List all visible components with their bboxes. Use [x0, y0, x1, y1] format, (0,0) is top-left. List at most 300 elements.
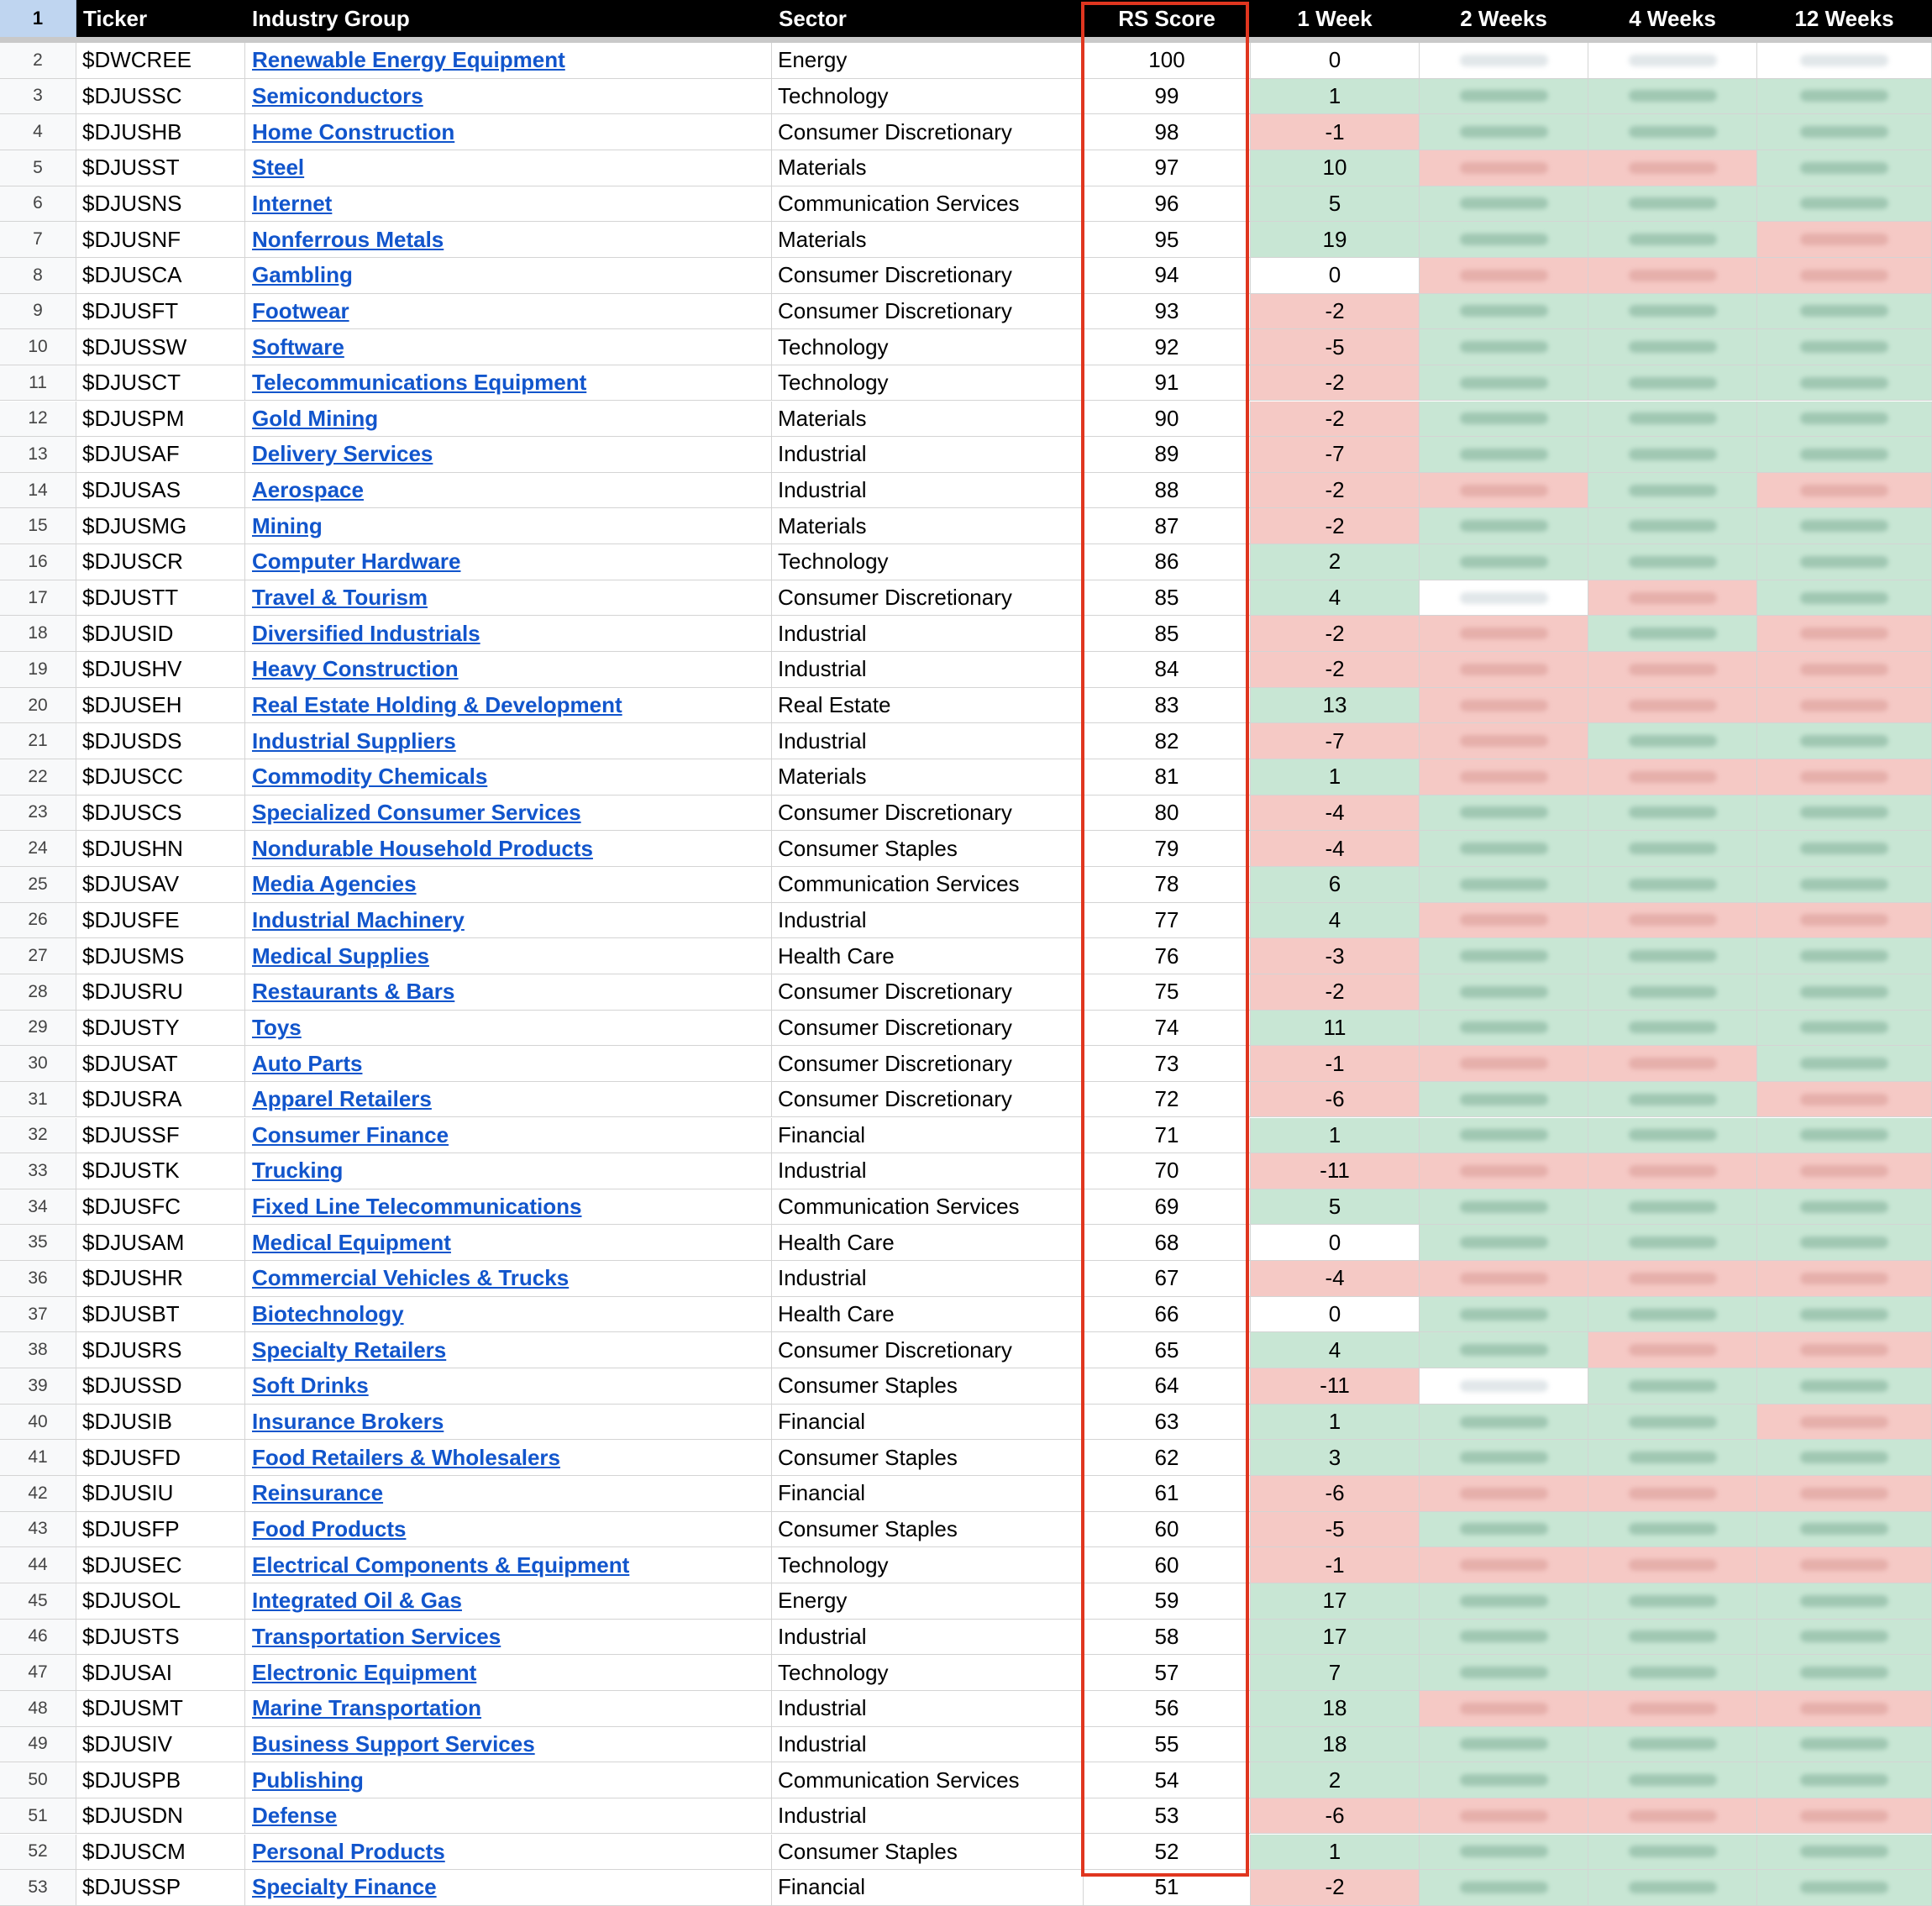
week1-cell[interactable]: 1	[1251, 759, 1420, 795]
industry-group-link[interactable]: Aerospace	[252, 477, 364, 503]
week4-cell[interactable]	[1588, 437, 1757, 473]
industry-group-cell[interactable]	[245, 1082, 772, 1118]
week12-cell[interactable]	[1757, 1046, 1932, 1082]
week1-cell[interactable]: -6	[1251, 1798, 1420, 1835]
week2-cell[interactable]	[1420, 1082, 1588, 1118]
industry-group-cell[interactable]	[245, 473, 772, 509]
row-number[interactable]: 11	[0, 365, 76, 402]
week12-cell[interactable]	[1757, 1620, 1932, 1656]
week4-cell[interactable]	[1588, 938, 1757, 974]
week12-cell[interactable]	[1757, 723, 1932, 759]
week12-cell[interactable]	[1757, 1153, 1932, 1189]
week4-cell[interactable]	[1588, 1655, 1757, 1691]
row-number[interactable]: 32	[0, 1118, 76, 1154]
week12-cell[interactable]	[1757, 402, 1932, 438]
rs-score-cell[interactable]: 85	[1084, 580, 1251, 617]
week2-cell[interactable]	[1420, 1153, 1588, 1189]
row-number[interactable]: 4	[0, 114, 76, 150]
row-number[interactable]: 46	[0, 1620, 76, 1656]
week2-cell[interactable]	[1420, 1691, 1588, 1727]
week2-cell[interactable]	[1420, 402, 1588, 438]
industry-group-cell[interactable]	[245, 79, 772, 115]
week2-cell[interactable]	[1420, 1118, 1588, 1154]
week2-cell[interactable]	[1420, 150, 1588, 186]
week2-cell[interactable]	[1420, 365, 1588, 402]
industry-group-cell[interactable]	[245, 437, 772, 473]
sector-cell[interactable]: Technology	[772, 79, 1084, 115]
industry-group-link[interactable]: Trucking	[252, 1158, 344, 1184]
rs-score-cell[interactable]: 58	[1084, 1620, 1251, 1656]
week1-cell[interactable]: 0	[1251, 43, 1420, 79]
sector-cell[interactable]: Consumer Discretionary	[772, 580, 1084, 617]
week2-cell[interactable]	[1420, 1368, 1588, 1405]
row-number[interactable]: 8	[0, 258, 76, 294]
industry-group-link[interactable]: Internet	[252, 190, 333, 216]
week4-cell[interactable]	[1588, 365, 1757, 402]
row-number[interactable]: 50	[0, 1762, 76, 1798]
industry-group-link[interactable]: Publishing	[252, 1767, 364, 1793]
ticker-cell[interactable]: $DJUSBT	[76, 1297, 245, 1333]
ticker-cell[interactable]: $DJUSHB	[76, 114, 245, 150]
ticker-cell[interactable]: $DJUSSF	[76, 1118, 245, 1154]
row-number[interactable]: 42	[0, 1476, 76, 1512]
week12-cell[interactable]	[1757, 79, 1932, 115]
week4-cell[interactable]	[1588, 186, 1757, 223]
sector-cell[interactable]: Consumer Discretionary	[772, 1011, 1084, 1047]
week12-cell[interactable]	[1757, 580, 1932, 617]
week4-cell[interactable]	[1588, 1082, 1757, 1118]
ticker-cell[interactable]: $DJUSAF	[76, 437, 245, 473]
ticker-cell[interactable]: $DJUSRS	[76, 1332, 245, 1368]
sector-cell[interactable]: Financial	[772, 1118, 1084, 1154]
ticker-cell[interactable]: $DJUSTT	[76, 580, 245, 617]
week12-cell[interactable]	[1757, 688, 1932, 724]
industry-group-cell[interactable]	[245, 1476, 772, 1512]
week2-cell[interactable]	[1420, 1727, 1588, 1763]
row-number[interactable]: 14	[0, 473, 76, 509]
ticker-cell[interactable]: $DJUSFC	[76, 1189, 245, 1226]
rs-score-cell[interactable]: 80	[1084, 795, 1251, 832]
week1-cell[interactable]: -11	[1251, 1153, 1420, 1189]
week1-cell[interactable]: 1	[1251, 1405, 1420, 1441]
week2-header[interactable]: 2 Weeks	[1420, 0, 1588, 37]
week2-cell[interactable]	[1420, 1762, 1588, 1798]
week2-cell[interactable]	[1420, 652, 1588, 688]
sector-cell[interactable]: Materials	[772, 759, 1084, 795]
ticker-cell[interactable]: $DJUSCT	[76, 365, 245, 402]
sector-cell[interactable]: Materials	[772, 150, 1084, 186]
week1-cell[interactable]: 2	[1251, 1762, 1420, 1798]
industry-group-link[interactable]: Medical Equipment	[252, 1229, 451, 1255]
row-number[interactable]: 5	[0, 150, 76, 186]
row-number[interactable]: 36	[0, 1261, 76, 1297]
industry-group-cell[interactable]	[245, 365, 772, 402]
week4-cell[interactable]	[1588, 1870, 1757, 1906]
sector-cell[interactable]: Communication Services	[772, 867, 1084, 903]
industry-group-cell[interactable]	[245, 294, 772, 330]
ticker-cell[interactable]: $DJUSID	[76, 616, 245, 652]
rs-score-cell[interactable]: 61	[1084, 1476, 1251, 1512]
sector-cell[interactable]: Financial	[772, 1870, 1084, 1906]
week4-cell[interactable]	[1588, 1011, 1757, 1047]
week12-cell[interactable]	[1757, 43, 1932, 79]
sector-cell[interactable]: Financial	[772, 1405, 1084, 1441]
week12-cell[interactable]	[1757, 114, 1932, 150]
row-number[interactable]: 25	[0, 867, 76, 903]
industry-group-link[interactable]: Semiconductors	[252, 82, 423, 108]
week12-cell[interactable]	[1757, 1476, 1932, 1512]
row-number[interactable]: 51	[0, 1798, 76, 1835]
sector-cell[interactable]: Technology	[772, 329, 1084, 365]
week4-cell[interactable]	[1588, 258, 1757, 294]
rs-score-cell[interactable]: 77	[1084, 903, 1251, 939]
week4-cell[interactable]	[1588, 1835, 1757, 1871]
rs-score-cell[interactable]: 69	[1084, 1189, 1251, 1226]
ticker-cell[interactable]: $DJUSFD	[76, 1440, 245, 1476]
rs-score-cell[interactable]: 70	[1084, 1153, 1251, 1189]
rs-score-cell[interactable]: 52	[1084, 1835, 1251, 1871]
rs-score-cell[interactable]: 60	[1084, 1547, 1251, 1583]
week4-cell[interactable]	[1588, 867, 1757, 903]
week2-cell[interactable]	[1420, 867, 1588, 903]
week4-cell[interactable]	[1588, 1583, 1757, 1620]
week12-cell[interactable]	[1757, 1655, 1932, 1691]
week12-cell[interactable]	[1757, 1512, 1932, 1548]
week12-cell[interactable]	[1757, 795, 1932, 832]
week12-cell[interactable]	[1757, 1798, 1932, 1835]
sector-cell[interactable]: Consumer Discretionary	[772, 294, 1084, 330]
row-number[interactable]: 40	[0, 1405, 76, 1441]
sector-cell[interactable]: Industrial	[772, 1691, 1084, 1727]
sector-cell[interactable]: Energy	[772, 1583, 1084, 1620]
ticker-cell[interactable]: $DJUSIV	[76, 1727, 245, 1763]
week2-cell[interactable]	[1420, 688, 1588, 724]
industry-group-cell[interactable]	[245, 1547, 772, 1583]
rs-score-cell[interactable]: 90	[1084, 402, 1251, 438]
rs-score-cell[interactable]: 73	[1084, 1046, 1251, 1082]
week1-cell[interactable]: 6	[1251, 867, 1420, 903]
sector-cell[interactable]: Technology	[772, 365, 1084, 402]
industry-group-link[interactable]: Fixed Line Telecommunications	[252, 1194, 582, 1220]
industry-group-cell[interactable]	[245, 1368, 772, 1405]
ticker-cell[interactable]: $DJUSPB	[76, 1762, 245, 1798]
industry-group-link[interactable]: Electronic Equipment	[252, 1659, 477, 1685]
industry-group-link[interactable]: Software	[252, 333, 344, 360]
sector-cell[interactable]: Industrial	[772, 1798, 1084, 1835]
row-number[interactable]: 3	[0, 79, 76, 115]
week2-cell[interactable]	[1420, 759, 1588, 795]
week4-cell[interactable]	[1588, 150, 1757, 186]
week1-cell[interactable]: -2	[1251, 508, 1420, 544]
rs-score-cell[interactable]: 92	[1084, 329, 1251, 365]
week1-cell[interactable]: 17	[1251, 1620, 1420, 1656]
industry-group-link[interactable]: Transportation Services	[252, 1623, 501, 1649]
week4-cell[interactable]	[1588, 329, 1757, 365]
week2-cell[interactable]	[1420, 831, 1588, 867]
week2-cell[interactable]	[1420, 1297, 1588, 1333]
week12-cell[interactable]	[1757, 329, 1932, 365]
industry-group-link[interactable]: Media Agencies	[252, 871, 417, 897]
row-number-header[interactable]: 1	[0, 0, 76, 37]
industry-group-link[interactable]: Computer Hardware	[252, 549, 461, 575]
rs-score-cell[interactable]: 75	[1084, 974, 1251, 1011]
industry-group-link[interactable]: Insurance Brokers	[252, 1409, 444, 1434]
week4-cell[interactable]	[1588, 1620, 1757, 1656]
rs-score-cell[interactable]: 88	[1084, 473, 1251, 509]
week1-cell[interactable]: 1	[1251, 79, 1420, 115]
sector-cell[interactable]: Industrial	[772, 903, 1084, 939]
sector-cell[interactable]: Consumer Staples	[772, 1440, 1084, 1476]
week1-cell[interactable]: 2	[1251, 544, 1420, 580]
week12-cell[interactable]	[1757, 1870, 1932, 1906]
week12-cell[interactable]	[1757, 938, 1932, 974]
ticker-cell[interactable]: $DJUSMT	[76, 1691, 245, 1727]
industry-group-cell[interactable]	[245, 1118, 772, 1154]
ticker-cell[interactable]: $DJUSCA	[76, 258, 245, 294]
week1-cell[interactable]: 0	[1251, 1297, 1420, 1333]
sector-cell[interactable]: Communication Services	[772, 1189, 1084, 1226]
week4-cell[interactable]	[1588, 1332, 1757, 1368]
rs-score-cell[interactable]: 63	[1084, 1405, 1251, 1441]
rs-score-cell[interactable]: 55	[1084, 1727, 1251, 1763]
ticker-cell[interactable]: $DJUSSW	[76, 329, 245, 365]
rs-score-cell[interactable]: 96	[1084, 186, 1251, 223]
row-number[interactable]: 7	[0, 222, 76, 258]
ticker-cell[interactable]: $DJUSHR	[76, 1261, 245, 1297]
row-number[interactable]: 41	[0, 1440, 76, 1476]
sector-cell[interactable]: Industrial	[772, 1727, 1084, 1763]
ticker-cell[interactable]: $DJUSCS	[76, 795, 245, 832]
ticker-cell[interactable]: $DJUSIU	[76, 1476, 245, 1512]
rs-score-cell[interactable]: 71	[1084, 1118, 1251, 1154]
week12-cell[interactable]	[1757, 616, 1932, 652]
week12-cell[interactable]	[1757, 1118, 1932, 1154]
week1-cell[interactable]: 1	[1251, 1118, 1420, 1154]
week4-cell[interactable]	[1588, 1261, 1757, 1297]
industry-group-link[interactable]: Consumer Finance	[252, 1121, 449, 1147]
week4-cell[interactable]	[1588, 508, 1757, 544]
week12-cell[interactable]	[1757, 186, 1932, 223]
week2-cell[interactable]	[1420, 974, 1588, 1011]
week4-cell[interactable]	[1588, 473, 1757, 509]
week1-cell[interactable]: 5	[1251, 186, 1420, 223]
week12-cell[interactable]	[1757, 1547, 1932, 1583]
sector-cell[interactable]: Health Care	[772, 1297, 1084, 1333]
industry-group-link[interactable]: Diversified Industrials	[252, 620, 480, 646]
row-number[interactable]: 31	[0, 1082, 76, 1118]
industry-group-link[interactable]: Nonferrous Metals	[252, 226, 444, 252]
week12-cell[interactable]	[1757, 294, 1932, 330]
week4-cell[interactable]	[1588, 43, 1757, 79]
rs-score-cell[interactable]: 86	[1084, 544, 1251, 580]
sector-cell[interactable]: Health Care	[772, 1225, 1084, 1261]
week2-cell[interactable]	[1420, 43, 1588, 79]
rs-score-cell[interactable]: 78	[1084, 867, 1251, 903]
week2-cell[interactable]	[1420, 222, 1588, 258]
week1-cell[interactable]: -4	[1251, 831, 1420, 867]
industry-group-cell[interactable]	[245, 903, 772, 939]
industry-group-cell[interactable]	[245, 1225, 772, 1261]
rs-score-cell[interactable]: 67	[1084, 1261, 1251, 1297]
industry-group-cell[interactable]	[245, 1512, 772, 1548]
week1-header[interactable]: 1 Week	[1251, 0, 1420, 37]
week2-cell[interactable]	[1420, 938, 1588, 974]
industry-group-link[interactable]: Nondurable Household Products	[252, 835, 593, 861]
industry-group-cell[interactable]	[245, 1620, 772, 1656]
ticker-header[interactable]: Ticker	[76, 0, 245, 37]
week4-cell[interactable]	[1588, 1153, 1757, 1189]
sector-cell[interactable]: Communication Services	[772, 1762, 1084, 1798]
industry-group-link[interactable]: Food Products	[252, 1515, 407, 1541]
row-number[interactable]: 22	[0, 759, 76, 795]
sector-cell[interactable]: Industrial	[772, 1153, 1084, 1189]
row-number[interactable]: 33	[0, 1153, 76, 1189]
rs-score-cell[interactable]: 59	[1084, 1583, 1251, 1620]
week2-cell[interactable]	[1420, 79, 1588, 115]
week2-cell[interactable]	[1420, 616, 1588, 652]
week12-cell[interactable]	[1757, 1297, 1932, 1333]
rs-score-cell[interactable]: 84	[1084, 652, 1251, 688]
week1-cell[interactable]: -6	[1251, 1082, 1420, 1118]
week4-cell[interactable]	[1588, 759, 1757, 795]
week2-cell[interactable]	[1420, 1011, 1588, 1047]
week12-cell[interactable]	[1757, 1691, 1932, 1727]
industry-group-link[interactable]: Gambling	[252, 262, 353, 288]
industry-group-link[interactable]: Marine Transportation	[252, 1695, 482, 1721]
week4-cell[interactable]	[1588, 723, 1757, 759]
week4-cell[interactable]	[1588, 1368, 1757, 1405]
week1-cell[interactable]: 4	[1251, 580, 1420, 617]
week2-cell[interactable]	[1420, 544, 1588, 580]
rs-score-cell[interactable]: 56	[1084, 1691, 1251, 1727]
week1-cell[interactable]: -1	[1251, 1046, 1420, 1082]
industry-group-link[interactable]: Integrated Oil & Gas	[252, 1588, 462, 1614]
sector-cell[interactable]: Consumer Staples	[772, 831, 1084, 867]
sector-cell[interactable]: Consumer Discretionary	[772, 1332, 1084, 1368]
industry-group-cell[interactable]	[245, 402, 772, 438]
week1-cell[interactable]: -2	[1251, 294, 1420, 330]
week1-cell[interactable]: -7	[1251, 723, 1420, 759]
rs-score-cell[interactable]: 68	[1084, 1225, 1251, 1261]
week2-cell[interactable]	[1420, 1332, 1588, 1368]
industry-group-link[interactable]: Business Support Services	[252, 1730, 535, 1756]
row-number[interactable]: 39	[0, 1368, 76, 1405]
sector-cell[interactable]: Industrial	[772, 437, 1084, 473]
industry-group-cell[interactable]	[245, 1440, 772, 1476]
week12-cell[interactable]	[1757, 1440, 1932, 1476]
week12-cell[interactable]	[1757, 831, 1932, 867]
week4-header[interactable]: 4 Weeks	[1588, 0, 1757, 37]
industry-group-cell[interactable]	[245, 974, 772, 1011]
ticker-cell[interactable]: $DWCREE	[76, 43, 245, 79]
ticker-cell[interactable]: $DJUSHN	[76, 831, 245, 867]
row-number[interactable]: 38	[0, 1332, 76, 1368]
industry-group-cell[interactable]	[245, 938, 772, 974]
week1-cell[interactable]: -7	[1251, 437, 1420, 473]
week12-cell[interactable]	[1757, 867, 1932, 903]
ticker-cell[interactable]: $DJUSSC	[76, 79, 245, 115]
industry-group-cell[interactable]	[245, 616, 772, 652]
sector-cell[interactable]: Industrial	[772, 1620, 1084, 1656]
week4-cell[interactable]	[1588, 222, 1757, 258]
industry-group-cell[interactable]	[245, 114, 772, 150]
week4-cell[interactable]	[1588, 1118, 1757, 1154]
ticker-cell[interactable]: $DJUSTY	[76, 1011, 245, 1047]
ticker-cell[interactable]: $DJUSMG	[76, 508, 245, 544]
industry-group-cell[interactable]	[245, 580, 772, 617]
ticker-cell[interactable]: $DJUSPM	[76, 402, 245, 438]
row-number[interactable]: 44	[0, 1547, 76, 1583]
week1-cell[interactable]: -2	[1251, 365, 1420, 402]
ticker-cell[interactable]: $DJUSEC	[76, 1547, 245, 1583]
week2-cell[interactable]	[1420, 329, 1588, 365]
row-number[interactable]: 45	[0, 1583, 76, 1620]
industry-group-link[interactable]: Commercial Vehicles & Trucks	[252, 1265, 570, 1291]
row-number[interactable]: 13	[0, 437, 76, 473]
sector-cell[interactable]: Technology	[772, 1655, 1084, 1691]
industry-group-link[interactable]: Delivery Services	[252, 441, 433, 467]
rs-score-cell[interactable]: 89	[1084, 437, 1251, 473]
week2-cell[interactable]	[1420, 903, 1588, 939]
week2-cell[interactable]	[1420, 723, 1588, 759]
week1-cell[interactable]: -5	[1251, 1512, 1420, 1548]
week1-cell[interactable]: -4	[1251, 795, 1420, 832]
row-number[interactable]: 53	[0, 1870, 76, 1906]
rs-score-cell[interactable]: 91	[1084, 365, 1251, 402]
week1-cell[interactable]: 18	[1251, 1727, 1420, 1763]
week2-cell[interactable]	[1420, 1620, 1588, 1656]
week4-cell[interactable]	[1588, 1691, 1757, 1727]
industry-group-link[interactable]: Specialty Retailers	[252, 1336, 447, 1363]
week4-cell[interactable]	[1588, 544, 1757, 580]
week4-cell[interactable]	[1588, 652, 1757, 688]
week1-cell[interactable]: 4	[1251, 903, 1420, 939]
week2-cell[interactable]	[1420, 258, 1588, 294]
week1-cell[interactable]: 3	[1251, 1440, 1420, 1476]
week4-cell[interactable]	[1588, 1762, 1757, 1798]
week12-cell[interactable]	[1757, 1332, 1932, 1368]
week1-cell[interactable]: 1	[1251, 1835, 1420, 1871]
industry-group-link[interactable]: Biotechnology	[252, 1301, 404, 1327]
industry-group-link[interactable]: Medical Supplies	[252, 942, 429, 969]
week12-cell[interactable]	[1757, 1225, 1932, 1261]
week4-cell[interactable]	[1588, 1798, 1757, 1835]
rs-score-cell[interactable]: 64	[1084, 1368, 1251, 1405]
industry-group-link[interactable]: Renewable Energy Equipment	[252, 47, 565, 73]
week4-cell[interactable]	[1588, 1297, 1757, 1333]
week2-cell[interactable]	[1420, 1798, 1588, 1835]
industry-group-cell[interactable]	[245, 1332, 772, 1368]
sector-cell[interactable]: Materials	[772, 222, 1084, 258]
ticker-cell[interactable]: $DJUSAT	[76, 1046, 245, 1082]
industry-group-cell[interactable]	[245, 1655, 772, 1691]
week4-cell[interactable]	[1588, 1046, 1757, 1082]
week12-cell[interactable]	[1757, 1189, 1932, 1226]
week12-cell[interactable]	[1757, 473, 1932, 509]
ticker-cell[interactable]: $DJUSSD	[76, 1368, 245, 1405]
week2-cell[interactable]	[1420, 1547, 1588, 1583]
sector-cell[interactable]: Consumer Discretionary	[772, 795, 1084, 832]
rs-score-cell[interactable]: 76	[1084, 938, 1251, 974]
week4-cell[interactable]	[1588, 688, 1757, 724]
sector-cell[interactable]: Real Estate	[772, 688, 1084, 724]
industry-group-cell[interactable]	[245, 329, 772, 365]
ticker-cell[interactable]: $DJUSFP	[76, 1512, 245, 1548]
week1-cell[interactable]: -2	[1251, 616, 1420, 652]
week1-cell[interactable]: 0	[1251, 258, 1420, 294]
week1-cell[interactable]: 10	[1251, 150, 1420, 186]
week12-cell[interactable]	[1757, 258, 1932, 294]
